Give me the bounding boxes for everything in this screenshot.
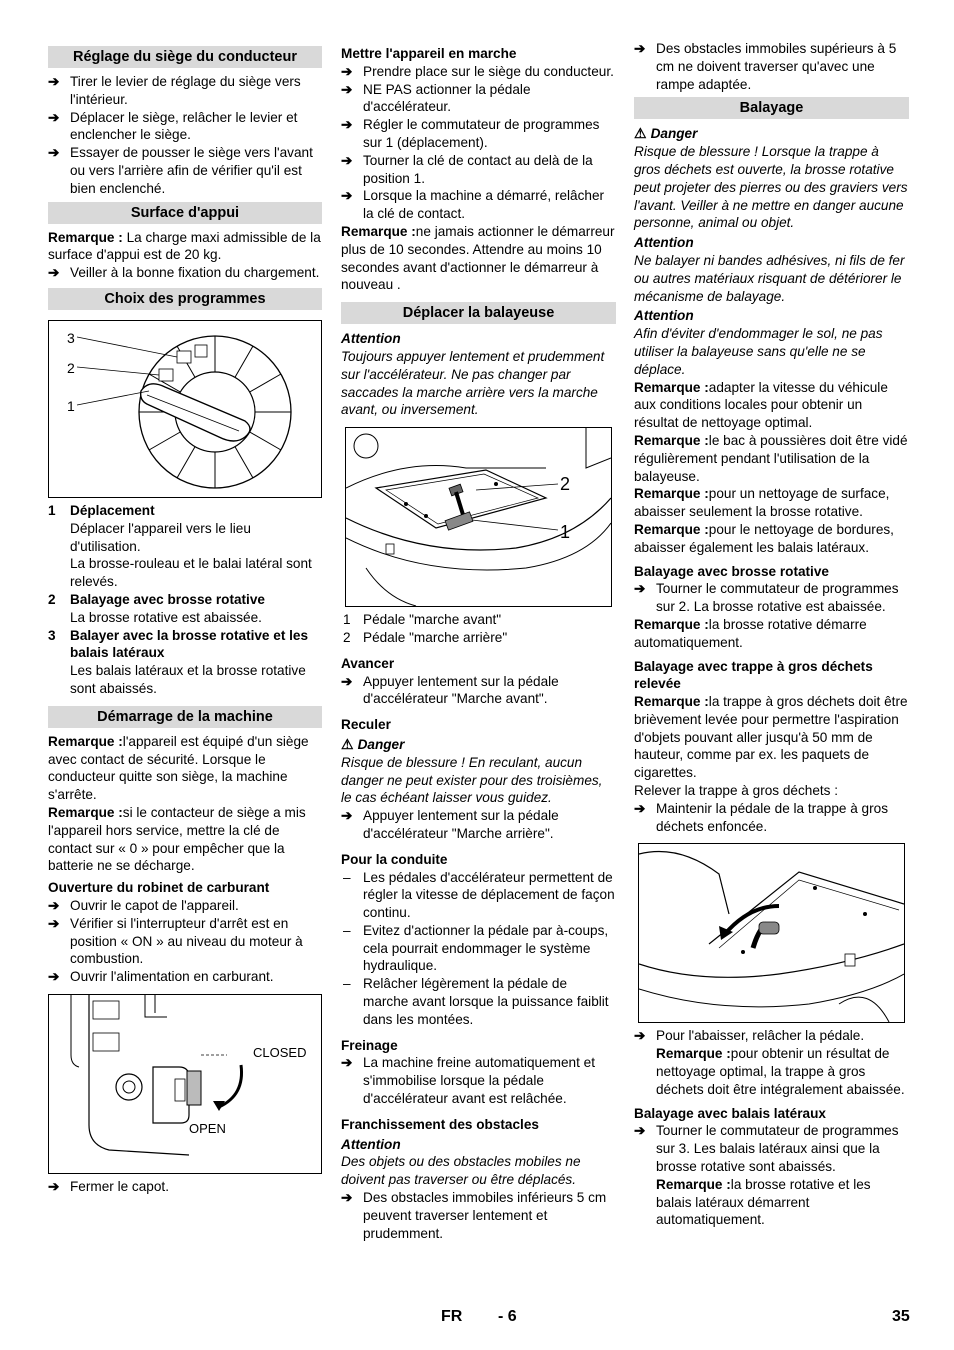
- pedal-label-2: 2: [560, 474, 571, 495]
- list-item: ➔ Prendre place sur le siège du conducteur.: [341, 63, 614, 79]
- section-header-move: Déplacer la balayeuse: [341, 302, 616, 324]
- dash-icon: –: [343, 976, 351, 992]
- closed-label: CLOSED: [253, 1044, 307, 1060]
- list-item: – Les pédales d'accélérateur permettent de régler la vitesse de déplacement de façon continu.: [343, 869, 615, 921]
- list-item: ➔ Régler le commutateur de programmes sur 1 (déplacement).: [341, 117, 600, 150]
- fuel-valve-figure: [48, 994, 322, 1174]
- dial-label-2: 2: [67, 359, 75, 376]
- open-label: OPEN: [189, 1120, 226, 1136]
- list-item: ➔ Appuyer lentement sur la pédale d'accélérateur "Marche arrière".: [341, 808, 559, 841]
- arrow-icon: ➔: [341, 63, 353, 79]
- arrow-icon: ➔: [634, 1028, 646, 1044]
- list-item: ➔ Fermer le capot.: [48, 1178, 169, 1194]
- list-item: ➔ Ouvrir le capot de l'appareil.: [48, 897, 239, 913]
- page-number: 35: [892, 1308, 910, 1325]
- arrow-icon: ➔: [341, 188, 353, 204]
- flap-pedal-illustration: [639, 844, 904, 1022]
- section-header-programs: Choix des programmes: [48, 288, 322, 310]
- arrow-icon: ➔: [48, 265, 60, 281]
- footer-language: FR: [441, 1308, 463, 1325]
- list-item: ➔ Lorsque la machine a démarré, relâcher la clé de contact.: [341, 188, 605, 222]
- caption-item: 2 Pédale "marche arrière": [343, 629, 508, 645]
- arrow-icon: ➔: [48, 145, 60, 161]
- dash-icon: –: [343, 869, 351, 885]
- list-item: ➔ Veiller à la bonne fixation du chargement.: [48, 265, 320, 281]
- list-item: ➔ Tourner le commutateur de programmes sur 2. La brosse rotative est abaissée.: [634, 581, 899, 615]
- list-item: – Relâcher légèrement la pédale de marche avant lorsque la puissance faiblit dans les montées.: [343, 976, 609, 1027]
- arrow-icon: ➔: [48, 915, 60, 931]
- list-item: ➔ Essayer de pousser le siège vers l'avant ou vers l'arrière afin de vérifier qu'il est bien enclenché.: [48, 145, 313, 196]
- section-header-surface: Surface d'appui: [48, 202, 322, 224]
- arrow-icon: ➔: [341, 1055, 353, 1071]
- section-header-seat: Réglage du siège du conducteur: [48, 46, 322, 68]
- warning-icon: ⚠: [634, 125, 647, 142]
- list-item: ➔ NE PAS actionner la pédale d'accélérateur.: [341, 81, 531, 115]
- arrow-icon: ➔: [341, 152, 353, 168]
- list-item: ➔ Déplacer le siège, relâcher le levier et enclencher le siège.: [48, 109, 298, 143]
- program-dial-figure: [48, 320, 322, 498]
- dial-label-1: 1: [67, 397, 75, 414]
- fuel-title: Ouverture du robinet de carburant: [48, 880, 270, 896]
- arrow-icon: ➔: [341, 117, 353, 133]
- program-item: 2 Balayage avec brosse rotative: [48, 591, 265, 607]
- pedal-illustration: [346, 428, 611, 606]
- column-left: Réglage du siège du conducteur ➔ Tirer le levier de réglage du siège vers l'intérieur. ➔ Déplacer le siège, relâcher le levier et enclencher le siège. ➔ Essayer de pousser le siège vers l'avant ou vers l'arrière afin de vérifier qu'il est bien enclenché. Surface d'appui Remarque : La charge maxi admissible de la surface d'appui est de 20 kg. ➔ Veiller à la bonne fixation du chargement. Choix des programmes 3 2 1 1 Déplacement Déplacer l'appareil vers le lieu d'utilisation. La brosse-rouleau et le balai latéral sont relevés. 2 Balayage avec brosse rotative La brosse rotative est abaissée. 3 Balayer avec la brosse rotative et les balais latéraux Les balais latéraux et la brosse rotative sont abaissés. Démarrage de la machine Remarque :l'appareil est équipé d'un siège avec contact de sécurité. Lorsque le conducteur quitte son siège, la machine s'arrête. Remarque :si le contacteur de siège a mis l'appareil hors service, mettre la clé de contact sur « 0 » pour empêcher que la batterie ne se décharge. Ouverture du robinet de carburant ➔ Ouvrir le capot de l'appareil. ➔ Vérifier si l'interrupteur d'arrêt est en position « ON » au niveau du moteur à combustion. ➔ Ouvrir l'alimentation en carburant. CLOSED OPEN ➔ Fermer le capot.: [48, 40, 322, 1196]
- list-item: ➔ Appuyer lentement sur la pédale d'accélérateur "Marche avant".: [341, 673, 559, 707]
- section-header-sweep: Balayage: [634, 97, 909, 119]
- arrow-icon: ➔: [48, 969, 60, 985]
- arrow-icon: ➔: [634, 800, 646, 816]
- pedal-figure: [345, 427, 612, 607]
- caption-item: 1 Pédale "marche avant": [343, 612, 502, 628]
- warning-icon: ⚠: [341, 735, 354, 752]
- flap-pedal-figure: [638, 843, 905, 1023]
- arrow-icon: ➔: [341, 673, 353, 689]
- arrow-icon: ➔: [341, 808, 353, 824]
- section-header-start: Démarrage de la machine: [48, 706, 322, 728]
- column-right: ➔ Des obstacles immobiles supérieurs à 5 cm ne doivent traverser qu'avec une rampe adaptée. Balayage ⚠ Danger Risque de blessure ! Lorsque la trappe à gros déchets est ouverte, la brosse rotative peut projeter des pierres ou des graviers vers l'avant. Veiller à ne mettre en danger aucune personne, animal ou objet. Attention Ne balayer ni bandes adhésives, ni fils de fer ou autres matériaux risquant de détériorer le mécanisme de balayage. Attention Afin d'éviter d'endommager le sol, ne pas utiliser la balayeuse sans qu'elle ne se déplace. Remarque :adapter la vitesse du véhicule aux conditions locales pour obtenir un résultat de nettoyage optimal. Remarque :le bac à poussières doit être vidé régulièrement pendant l'utilisation de la balayeuse. Remarque :pour un nettoyage de surface, abaisser seulement la brosse rotative. Remarque :pour le nettoyage de bordures, abaisser également les balais latéraux. Balayage avec brosse rotative ➔ Tourner le commutateur de programmes sur 2. La brosse rotative est abaissée. Remarque :la brosse rotative démarre automatiquement. Balayage avec trappe à gros déchets relevée Remarque :la trappe à gros déchets doit être brièvement levée pour permettre l'aspiration d'objets pouvant aller jusqu'à 50 mm de hauteur, comme par ex. les paquets de cigarettes. Relever la trappe à gros déchets : ➔ Maintenir la pédale de la trappe à gros déchets enfoncée. ➔ Pour l'abaisser, relâcher la pédale. Remarque :pour obtenir un résultat de nettoyage optimal, la trappe à gros déchets doit être intégralement abaissée. Balayage avec balais latéraux ➔ Tourner le commutateur de programmes sur 3. Les balais latéraux ainsi que la brosse rotative sont abaissés. Remarque :la brosse rotative et les balais latéraux démarrent automatiquement.: [634, 41, 908, 1228]
- program-dial-illustration: [49, 321, 321, 497]
- arrow-icon: ➔: [341, 81, 353, 97]
- list-item: ➔ Tourner le commutateur de programmes: [634, 1123, 899, 1139]
- column-middle: Mettre l'appareil en marche ➔ Prendre place sur le siège du conducteur. ➔ NE PAS actionner la pédale d'accélérateur. ➔ Régler le commutateur de programmes sur 1 (déplacement). ➔ Tourner la clé de contact au delà de la position 1. ➔ Lorsque la machine a démarré, relâcher la clé de contact. Remarque :ne jamais actionner le démarreur plus de 10 secondes. Attendre au moins 10 secondes avant d'actionner le démarreur à nouveau . Déplacer la balayeuse Attention Toujours appuyer lentement et prudemment sur l'accélérateur. Ne pas changer par saccades la marche arrière vers la marche avant, ou inversement. 2 1 1 Pédale "marche avant" 2 Pédale "marche arrière" Avancer ➔ Appuyer lentement sur la pédale d'accélérateur "Marche avant". Reculer ⚠ Danger Risque de blessure ! En reculant, aucun danger ne peut exister pour des troisièmes, le cas échéant laisser vous guidez. ➔ Appuyer lentement sur la pédale d'accélérateur "Marche arrière". Pour la conduite – Les pédales d'accélérateur permettent de régler la vitesse de déplacement de façon continu. – Evitez d'actionner la pédale par à-coups, cela pourrait endommager le système hydraulique. – Relâcher légèrement la pédale de marche avant lorsque la puissance faiblit dans les montées. Freinage ➔ La machine freine automatiquement et s'immobilise lorsque la pédale d'accélérateur avant est relâchée. Franchissement des obstacles Attention Des objets ou des obstacles mobiles ne doivent pas traverser ou être déplacés. ➔ Des obstacles immobiles inférieurs 5 cm peuvent traverser lentement et prudemment.: [341, 46, 615, 1241]
- program-item: 1 Déplacement: [48, 502, 155, 518]
- list-item: ➔ Vérifier si l'interrupteur d'arrêt est en position « ON » au niveau du moteur à combustion.: [48, 915, 303, 967]
- pedal-label-1: 1: [560, 522, 571, 543]
- fuel-valve-illustration: [49, 995, 317, 1173]
- list-item: ➔ Maintenir la pédale de la trappe à gros déchets enfoncée.: [634, 800, 888, 834]
- arrow-icon: ➔: [634, 41, 646, 56]
- dial-label-3: 3: [67, 329, 75, 346]
- list-item: ➔ Ouvrir l'alimentation en carburant.: [48, 969, 274, 985]
- arrow-icon: ➔: [341, 1190, 353, 1206]
- arrow-icon: ➔: [634, 1123, 646, 1139]
- list-item: ➔ Des obstacles immobiles inférieurs 5 cm peuvent traverser lentement et prudemment.: [341, 1190, 607, 1241]
- surface-remark: Remarque : La charge maxi admissible de la surface d'appui est de 20 kg.: [48, 229, 321, 263]
- list-item: ➔ La machine freine automatiquement et s'immobilise lorsque la pédale d'accélérateur avant est relâchée.: [341, 1055, 595, 1107]
- arrow-icon: ➔: [48, 74, 60, 89]
- arrow-icon: ➔: [48, 1178, 60, 1194]
- list-item: – Evitez d'actionner la pédale par à-coups, cela pourrait endommager le système hydraulique.: [343, 922, 609, 974]
- list-item: ➔ Des obstacles immobiles supérieurs à 5 cm ne doivent traverser qu'avec une rampe adaptée.: [634, 41, 897, 92]
- dash-icon: –: [343, 922, 351, 938]
- list-item: ➔ Pour l'abaisser, relâcher la pédale.: [634, 1028, 865, 1044]
- arrow-icon: ➔: [48, 109, 60, 125]
- program-item: 3 Balayer avec la brosse rotative et les balais latéraux: [48, 627, 309, 661]
- footer-subpage: - 6: [498, 1308, 517, 1325]
- arrow-icon: ➔: [48, 897, 60, 913]
- list-item: ➔ Tourner la clé de contact au delà de la position 1.: [341, 152, 593, 186]
- arrow-icon: ➔: [634, 581, 646, 597]
- list-item: ➔ Tirer le levier de réglage du siège vers l'intérieur.: [48, 74, 301, 107]
